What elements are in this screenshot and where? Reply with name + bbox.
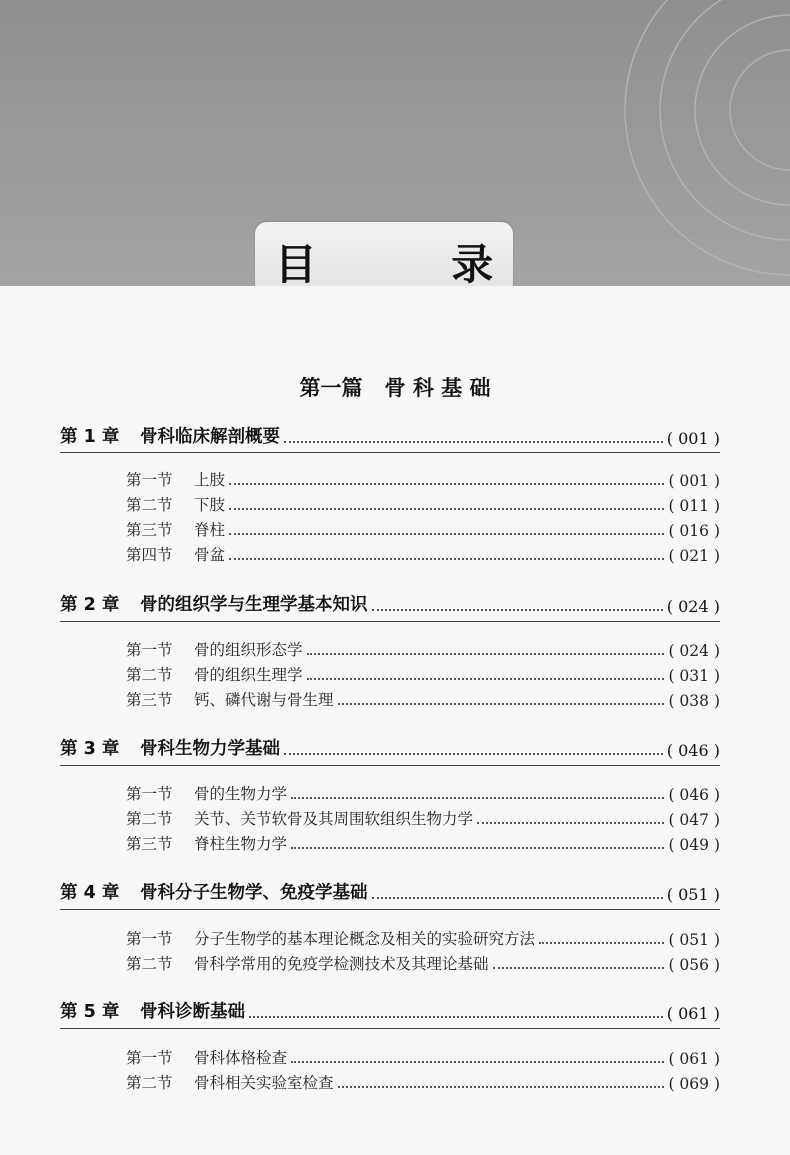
section-title: 脊柱生物力学 bbox=[194, 835, 288, 853]
section-page: ( 061 ) bbox=[668, 1050, 720, 1068]
chapter-title: 骨科生物力学基础 bbox=[140, 739, 280, 759]
section-title: 骨科相关实验室检查 bbox=[194, 1074, 334, 1092]
dot-leader bbox=[307, 652, 665, 655]
chapter-entry[interactable] bbox=[60, 736, 720, 760]
section-title: 分子生物学的基本理论概念及相关的实验研究方法 bbox=[194, 930, 536, 948]
section-number: 第二节 bbox=[126, 955, 173, 973]
section-number: 第三节 bbox=[126, 521, 173, 539]
dot-leader bbox=[372, 896, 663, 899]
dot-leader bbox=[338, 702, 665, 705]
section-page: ( 051 ) bbox=[668, 931, 720, 949]
dot-leader bbox=[229, 507, 664, 510]
section-title: 骨的组织形态学 bbox=[194, 641, 303, 659]
section-entry[interactable] bbox=[126, 830, 720, 854]
section-entry[interactable] bbox=[126, 541, 720, 565]
section-entry[interactable] bbox=[126, 780, 720, 804]
section-entry[interactable] bbox=[126, 925, 720, 949]
chapter-number: 第 4 章 bbox=[60, 883, 120, 903]
section-title: 骨的生物力学 bbox=[194, 785, 288, 803]
section-entry[interactable] bbox=[126, 805, 720, 829]
section-page: ( 056 ) bbox=[668, 956, 720, 974]
chapter-divider bbox=[60, 621, 720, 622]
part-name: 骨 科 基 础 bbox=[384, 376, 491, 400]
chapter-number: 第 2 章 bbox=[60, 595, 120, 615]
dot-leader bbox=[291, 1060, 664, 1063]
chapter-entry[interactable] bbox=[60, 424, 720, 448]
dot-leader bbox=[493, 966, 665, 969]
chapter-entry[interactable] bbox=[60, 880, 720, 904]
section-number: 第一节 bbox=[126, 1049, 173, 1067]
dot-leader bbox=[539, 941, 664, 944]
section-entry[interactable] bbox=[126, 516, 720, 540]
section-title: 骨科体格检查 bbox=[194, 1049, 288, 1067]
chapter-divider bbox=[60, 1028, 720, 1029]
section-page: ( 069 ) bbox=[668, 1075, 720, 1093]
chapter-entry[interactable] bbox=[60, 592, 720, 616]
section-title: 关节、关节软骨及其周围软组织生物力学 bbox=[194, 810, 474, 828]
page-title: 目 录 bbox=[274, 240, 554, 286]
section-page: ( 001 ) bbox=[668, 472, 720, 490]
section-entry[interactable] bbox=[126, 686, 720, 710]
section-number: 第一节 bbox=[126, 930, 173, 948]
section-entry[interactable] bbox=[126, 661, 720, 685]
section-number: 第四节 bbox=[126, 546, 173, 564]
section-title: 下肢 bbox=[194, 496, 226, 514]
section-number: 第一节 bbox=[126, 471, 173, 489]
section-title: 钙、磷代谢与骨生理 bbox=[194, 691, 334, 709]
chapter-title: 骨科诊断基础 bbox=[140, 1002, 245, 1022]
dot-leader bbox=[249, 1015, 663, 1018]
section-title: 骨的组织生理学 bbox=[194, 666, 303, 684]
section-page: ( 011 ) bbox=[668, 497, 720, 515]
dot-leader bbox=[229, 557, 664, 560]
section-number: 第二节 bbox=[126, 496, 173, 514]
chapter-divider bbox=[60, 452, 720, 453]
dot-leader bbox=[229, 482, 664, 485]
chapter-page: ( 024 ) bbox=[666, 597, 720, 616]
chapter-title: 骨科分子生物学、免疫学基础 bbox=[140, 883, 368, 903]
toc-title-box bbox=[255, 222, 554, 286]
chapter-number: 第 1 章 bbox=[60, 427, 120, 447]
chapter-title: 骨的组织学与生理学基本知识 bbox=[140, 595, 368, 615]
section-entry[interactable] bbox=[126, 950, 720, 974]
chapter-entry[interactable] bbox=[60, 999, 720, 1023]
section-title: 骨科学常用的免疫学检测技术及其理论基础 bbox=[194, 955, 489, 973]
dot-leader bbox=[291, 796, 664, 799]
section-title: 上肢 bbox=[194, 471, 226, 489]
section-entry[interactable] bbox=[126, 1069, 720, 1093]
dot-leader bbox=[372, 608, 663, 611]
section-page: ( 031 ) bbox=[668, 667, 720, 685]
chapter-divider bbox=[60, 765, 720, 766]
section-page: ( 046 ) bbox=[668, 786, 720, 804]
section-title: 骨盆 bbox=[194, 546, 226, 564]
dot-leader bbox=[338, 1085, 665, 1088]
dot-leader bbox=[284, 440, 663, 443]
chapter-page: ( 061 ) bbox=[666, 1004, 720, 1023]
chapter-page: ( 051 ) bbox=[666, 885, 720, 904]
section-entry[interactable] bbox=[126, 636, 720, 660]
section-number: 第二节 bbox=[126, 810, 173, 828]
chapter-page: ( 046 ) bbox=[666, 741, 720, 760]
section-page: ( 021 ) bbox=[668, 547, 720, 565]
chapter-page: ( 001 ) bbox=[666, 429, 720, 448]
chapter-title: 骨科临床解剖概要 bbox=[140, 427, 280, 447]
section-page: ( 047 ) bbox=[668, 811, 720, 829]
chapter-number: 第 5 章 bbox=[60, 1002, 120, 1022]
section-number: 第三节 bbox=[126, 691, 173, 709]
chapter-number: 第 3 章 bbox=[60, 739, 120, 759]
section-title: 脊柱 bbox=[194, 521, 226, 539]
section-entry[interactable] bbox=[126, 466, 720, 490]
section-page: ( 038 ) bbox=[668, 692, 720, 710]
dot-leader bbox=[477, 821, 664, 824]
section-entry[interactable] bbox=[126, 1044, 720, 1068]
part-title bbox=[0, 372, 790, 402]
header-band bbox=[0, 0, 790, 286]
section-page: ( 024 ) bbox=[668, 642, 720, 660]
dot-leader bbox=[284, 752, 663, 755]
section-page: ( 016 ) bbox=[668, 522, 720, 540]
chapter-divider bbox=[60, 909, 720, 910]
section-number: 第一节 bbox=[126, 785, 173, 803]
part-label: 第一篇 bbox=[299, 376, 363, 400]
dot-leader bbox=[229, 532, 664, 535]
dot-leader bbox=[291, 846, 664, 849]
section-entry[interactable] bbox=[126, 491, 720, 515]
dot-leader bbox=[307, 677, 665, 680]
section-number: 第二节 bbox=[126, 1074, 173, 1092]
section-page: ( 049 ) bbox=[668, 836, 720, 854]
section-number: 第一节 bbox=[126, 641, 173, 659]
section-number: 第二节 bbox=[126, 666, 173, 684]
section-number: 第三节 bbox=[126, 835, 173, 853]
